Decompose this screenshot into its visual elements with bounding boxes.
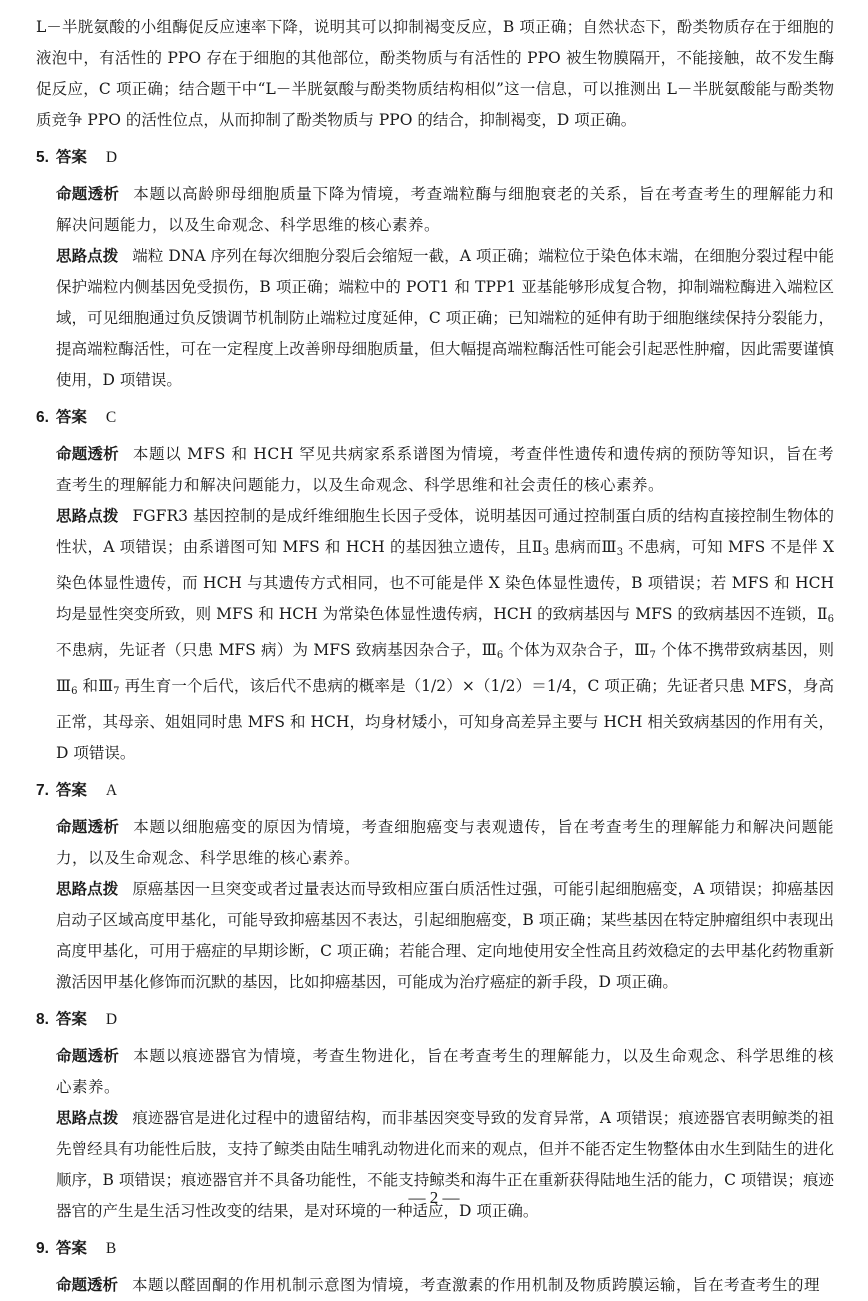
question-number: 9. bbox=[36, 1240, 49, 1257]
answer-line bbox=[36, 402, 834, 433]
analysis-paragraph bbox=[36, 501, 834, 769]
answer-value: B bbox=[105, 1240, 117, 1257]
intent-text: 本题以痕迹器官为情境，考查生物进化，旨在考查考生的理解能力，以及生命观念、科学思维的核心素养。 bbox=[56, 1047, 834, 1096]
analysis-label: 思路点拨 bbox=[56, 1109, 119, 1127]
intent-text: 本题以高龄卵母细胞质量下降为情境，考查端粒酶与细胞衰老的关系，旨在考查考生的理解能力和解决问题能力，以及生命观念、科学思维的核心素养。 bbox=[56, 185, 834, 234]
answer-value: A bbox=[105, 782, 118, 799]
intent-paragraph bbox=[36, 179, 834, 241]
analysis-text-part: 不患病，先证者（只患 MFS 病）为 MFS 致病基因杂合子，Ⅲ bbox=[56, 641, 497, 659]
page-number: — 2 — bbox=[408, 1188, 460, 1207]
analysis-paragraph bbox=[36, 1103, 834, 1227]
answer-label: 答案 bbox=[55, 1239, 87, 1257]
analysis-text-part: 个体为双杂合子，Ⅲ bbox=[503, 641, 650, 659]
answer-label: 答案 bbox=[55, 781, 87, 799]
analysis-label: 思路点拨 bbox=[56, 247, 119, 265]
analysis-paragraph bbox=[36, 241, 834, 396]
analysis-text-part: 患病而Ⅲ bbox=[549, 538, 617, 556]
question-7 bbox=[36, 775, 834, 998]
analysis-text-part: 不患病，可知 MFS 不是伴 X 染色体显性遗传，而 HCH 与其遗传方式相同，也不可能是伴 X 染色体显性遗传，B 项错误；若 MFS 和 HCH 均是显性突变所致，则 MFS 和 HCH 为常染色体显性遗传病，HCH 的致病基因与 MFS 的致病基因不连锁，Ⅱ bbox=[56, 538, 834, 623]
answer-label: 答案 bbox=[55, 148, 87, 166]
intent-paragraph bbox=[36, 1270, 834, 1301]
question-5 bbox=[36, 142, 834, 396]
analysis-text-part: FGFR3 基因控制的是成纤维细胞生长因子受体，说明基因可通过控制蛋白质的结构直接控制生物体的性状，A 项错误；由系谱图可知 MFS 和 HCH 的基因独立遗传，且Ⅱ bbox=[56, 507, 834, 556]
analysis-label: 思路点拨 bbox=[56, 507, 119, 525]
answer-label: 答案 bbox=[55, 1010, 87, 1028]
analysis-text: 原癌基因一旦突变或者过量表达而导致相应蛋白质活性过强，可能引起细胞癌变，A 项错误；抑癌基因启动子区域高度甲基化，可能导致抑癌基因不表达，引起细胞癌变，B 项正确；某些基因在特定肿瘤组织中表现出高度甲基化，可用于癌症的早期诊断，C 项正确；若能合理、定向地使用安全性高且药效稳定的去甲基化药物重新激活因甲基化修饰而沉默的基因，比如抑癌基因，可能成为治疗癌症的新手段，D 项正确。 bbox=[56, 880, 834, 991]
subscript: 6 bbox=[496, 650, 504, 661]
question-number: 8. bbox=[36, 1011, 49, 1028]
subscript: 6 bbox=[71, 686, 78, 697]
analysis-text: 痕迹器官是进化过程中的遗留结构，而非基因突变导致的发育异常，A 项错误；痕迹器官表明鲸类的祖先曾经具有功能性后肢，支持了鲸类由陆生哺乳动物进化而来的观点，但并不能否定生物整体由水生到陆生的进化顺序，B 项错误；痕迹器官并不具备功能性，不能支持鲸类和海牛正在重新获得陆地生活的能力，C 项错误；痕迹器官的产生是生活习性改变的结果，是对环境的一种适应，D 项正确。 bbox=[56, 1109, 834, 1220]
intent-label: 命题透析 bbox=[56, 1047, 120, 1065]
subscript: 3 bbox=[616, 547, 624, 558]
answer-value: C bbox=[105, 409, 117, 426]
subscript: 6 bbox=[827, 614, 834, 625]
question-number: 7. bbox=[36, 782, 49, 799]
analysis-text-part: 和Ⅲ bbox=[77, 677, 114, 695]
answer-line bbox=[36, 142, 834, 173]
answer-label: 答案 bbox=[55, 408, 87, 426]
intent-text: 本题以 MFS 和 HCH 罕见共病家系系谱图为情境，考查伴性遗传和遗传病的预防等知识，旨在考查考生的理解能力和解决问题能力，以及生命观念、科学思维和社会责任的核心素养。 bbox=[56, 445, 834, 494]
question-9 bbox=[36, 1233, 834, 1301]
analysis-text-part: 个体不携带致病基因，则Ⅲ bbox=[56, 641, 834, 695]
intent-label: 命题透析 bbox=[56, 185, 120, 203]
question-6 bbox=[36, 402, 834, 769]
subscript: 7 bbox=[113, 686, 120, 697]
intent-paragraph bbox=[36, 812, 834, 874]
answer-line bbox=[36, 775, 834, 806]
answer-line bbox=[36, 1233, 834, 1264]
subscript: 3 bbox=[542, 547, 550, 558]
answer-line bbox=[36, 1004, 834, 1035]
intent-label: 命题透析 bbox=[56, 818, 120, 836]
analysis-label: 思路点拨 bbox=[56, 880, 119, 898]
answer-value: D bbox=[105, 149, 118, 166]
subscript: 7 bbox=[649, 650, 656, 661]
answer-value: D bbox=[105, 1011, 118, 1028]
intent-text: 本题以细胞癌变的原因为情境，考查细胞癌变与表观遗传，旨在考查考生的理解能力和解决问题能力，以及生命观念、科学思维的核心素养。 bbox=[56, 818, 834, 867]
analysis-paragraph bbox=[36, 874, 834, 998]
intent-paragraph bbox=[36, 1041, 834, 1103]
intent-paragraph bbox=[36, 439, 834, 501]
intent-label: 命题透析 bbox=[56, 1276, 119, 1294]
carryover-paragraph: L－半胱氨酸的小组酶促反应速率下降，说明其可以抑制褐变反应，B 项正确；自然状态下，酚类物质存在于细胞的液泡中，有活性的 PPO 存在于细胞的其他部位，酚类物质与有活性的 PPO 被生物膜隔开，不能接触，故不发生酶促反应，C 项正确；结合题干中“L－半胱氨酸与酚类物质结构相似”这一信息，可以推测出 L－半胱氨酸能与酚类物质竞争 PPO 的活性位点，从而抑制了酚类物质与 PPO 的结合，抑制褐变，D 项正确。 bbox=[36, 18, 834, 129]
intent-text: 本题以醛固酮的作用机制示意图为情境，考查激素的作用机制及物质跨膜运输，旨在考查考生的理 bbox=[132, 1276, 821, 1294]
intent-label: 命题透析 bbox=[56, 445, 119, 463]
question-number: 5. bbox=[36, 149, 49, 166]
analysis-text-part: 再生育一个后代，该后代不患病的概率是（1/2）×（1/2）＝1/4，C 项正确；先证者只患 MFS，身高正常，其母亲、姐姐同时患 MFS 和 HCH，均身材矮小，可知身高差异主要与 HCH 相关致病基因的作用有关，D 项错误。 bbox=[56, 677, 835, 762]
analysis-text: 端粒 DNA 序列在每次细胞分裂后会缩短一截，A 项正确；端粒位于染色体末端，在细胞分裂过程中能保护端粒内侧基因免受损伤，B 项正确；端粒中的 POT1 和 TPP1 亚基能够形成复合物，抑制端粒酶进入端粒区域，可见细胞通过负反馈调节机制防止端粒过度延伸，C 项正确；已知端粒的延伸有助于细胞继续保持分裂能力，提高端粒酶活性，可在一定程度上改善卵母细胞质量，但大幅提高端粒酶活性可能会引起恶性肿瘤，因此需要谨慎使用，D 项错误。 bbox=[56, 247, 834, 389]
question-number: 6. bbox=[36, 409, 49, 426]
